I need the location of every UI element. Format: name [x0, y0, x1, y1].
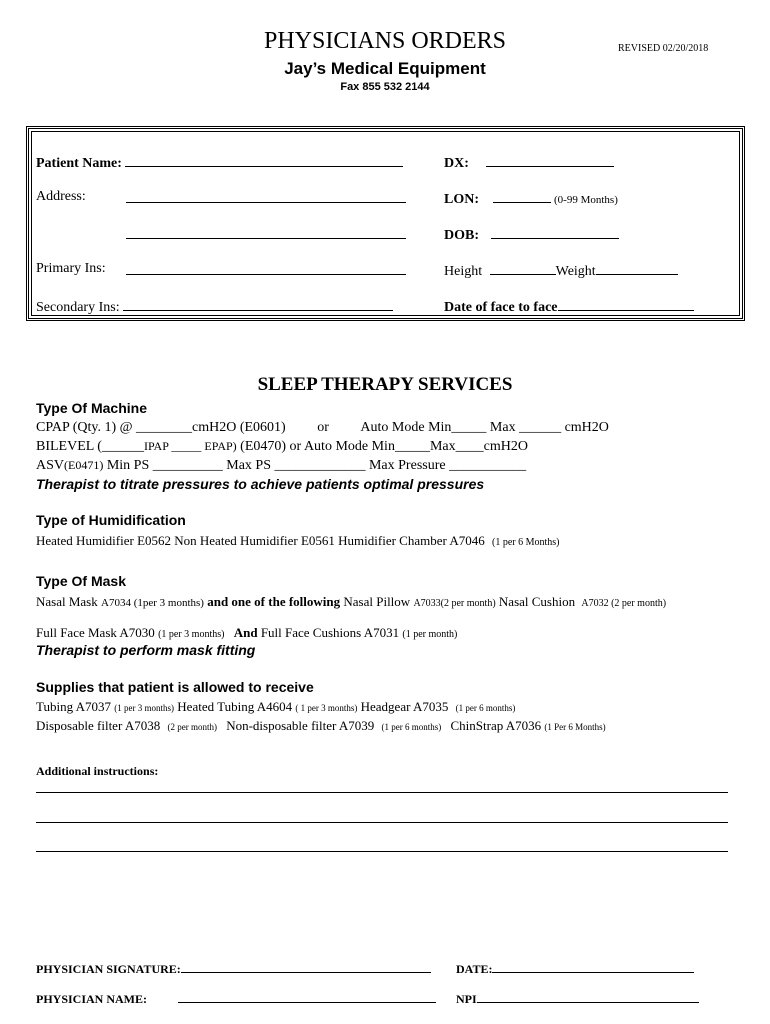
full-face-mask-note: (1 per 3 months) — [158, 629, 225, 640]
disposable-filter-label: Disposable filter A7038 — [36, 718, 161, 733]
height-line[interactable] — [490, 261, 556, 275]
revised-date: REVISED 02/20/2018 — [618, 43, 709, 54]
bilevel-row[interactable] — [36, 439, 528, 455]
supplies-row-2[interactable] — [36, 718, 606, 734]
headgear-note: (1 per 6 months) — [455, 703, 516, 713]
nasal-pillow-label: Nasal Pillow — [343, 594, 411, 609]
dob-field[interactable] — [444, 225, 619, 244]
npi-field[interactable] — [456, 991, 699, 1007]
asv-row[interactable] — [36, 458, 526, 474]
bilevel-auto: (E0470) or Auto Mode Min_____Max____cmH2O — [240, 439, 528, 454]
secondary-ins-line[interactable] — [123, 297, 393, 311]
patient-name-line[interactable] — [125, 153, 403, 167]
nasal-cushion-label: Nasal Cushion — [498, 594, 576, 609]
full-face-cushions-label: Full Face Cushions A7031 — [260, 625, 400, 640]
dx-label: DX: — [444, 156, 469, 171]
humidifier-chamber-note: (1 per 6 Months) — [492, 537, 560, 548]
physician-name-label: PHYSICIAN NAME: — [36, 992, 147, 1006]
mask-heading: Type Of Mask — [36, 573, 126, 589]
additional-instructions-line[interactable] — [36, 851, 728, 852]
nasal-pillow-code: A7033(2 per month) — [413, 598, 496, 609]
face-to-face-label: Date of face to face — [444, 300, 558, 315]
cpap-label: CPAP (Qty. 1) @ ________cmH2O (E0601) — [36, 420, 286, 435]
bilevel-label: BILEVEL (______ — [36, 439, 144, 454]
fax-number: Fax 855 532 2144 — [340, 81, 430, 93]
form-title: PHYSICIANS ORDERS — [263, 28, 507, 54]
humidification-row[interactable] — [36, 533, 560, 549]
titrate-row[interactable] — [36, 476, 484, 494]
full-face-mask-label: Full Face Mask A7030 — [36, 625, 155, 640]
dob-line[interactable] — [491, 225, 619, 239]
additional-instructions-line[interactable] — [36, 822, 728, 823]
heated-tubing-note: ( 1 per 3 months) — [295, 703, 358, 713]
chinstrap-note: (1 Per 6 Months) — [544, 722, 606, 732]
face-to-face-field[interactable] — [444, 297, 694, 316]
nasal-cushion-code: A7032 (2 per month) — [581, 598, 667, 609]
date-label: DATE: — [456, 962, 493, 976]
lon-hint: (0-99 Months) — [554, 194, 618, 206]
fitting-row[interactable] — [36, 642, 255, 660]
headgear-label: Headgear A7035 — [360, 699, 449, 714]
height-label: Height — [444, 264, 483, 279]
nasal-mask-code: A7034 (1per 3 months) — [101, 597, 204, 609]
nasal-mask-row[interactable] — [36, 594, 666, 610]
patient-name-label: Patient Name: — [36, 156, 122, 171]
asv-pressures: Min PS __________ Max PS _____________ Max Pressure ___________ — [106, 458, 527, 473]
weight-label: Weight — [555, 264, 596, 279]
heated-humidifier: Heated Humidifier E0562 — [36, 533, 172, 548]
disposable-filter-note: (2 per month) — [167, 722, 217, 732]
titrate-note: Therapist to titrate pressures to achieve patients optimal pressures — [36, 476, 485, 492]
additional-instructions-label: Additional instructions: — [36, 764, 159, 778]
cpap-row[interactable] — [36, 420, 609, 436]
fitting-note: Therapist to perform mask fitting — [36, 642, 256, 658]
section-title: SLEEP THERAPY SERVICES — [257, 374, 513, 395]
date-field[interactable] — [456, 961, 694, 977]
physician-signature-label: PHYSICIAN SIGNATURE: — [36, 962, 181, 976]
non-disposable-filter-note: (1 per 6 months) — [381, 722, 442, 732]
dob-label: DOB: — [444, 228, 479, 243]
heated-tubing-label: Heated Tubing A4604 — [177, 699, 293, 714]
lon-field[interactable] — [444, 189, 618, 208]
asv-code: (E0471) — [64, 458, 104, 472]
non-heated-humidifier: Non Heated Humidifier E0561 — [174, 533, 335, 548]
physician-name-field[interactable] — [36, 991, 436, 1007]
patient-name-field[interactable] — [36, 153, 403, 172]
dx-field[interactable] — [444, 153, 614, 172]
date-line[interactable] — [492, 961, 694, 973]
non-disposable-filter-label: Non-disposable filter A7039 — [226, 718, 375, 733]
address-field-2[interactable] — [126, 225, 406, 244]
primary-ins-label: Primary Ins: — [36, 261, 106, 276]
chinstrap-label: ChinStrap A7036 — [450, 718, 542, 733]
tubing-note: (1 per 3 months) — [114, 703, 175, 713]
bilevel-ipap: IPAP _____ EPAP) — [143, 439, 237, 453]
physician-signature-field[interactable] — [36, 961, 431, 977]
supplies-row-1[interactable] — [36, 699, 515, 715]
cpap-auto-mode: Auto Mode Min_____ Max ______ cmH2O — [360, 420, 609, 435]
supplies-heading: Supplies that patient is allowed to receive — [36, 679, 314, 695]
npi-label: NPI — [456, 992, 477, 1006]
asv-label: ASV — [36, 458, 65, 473]
additional-instructions-line[interactable] — [36, 792, 728, 793]
physician-signature-line[interactable] — [181, 961, 431, 973]
cpap-or: or — [317, 420, 329, 435]
weight-line[interactable] — [596, 261, 678, 275]
company-name: Jay’s Medical Equipment — [284, 59, 486, 78]
face-to-face-line[interactable] — [558, 297, 694, 311]
npi-line[interactable] — [477, 991, 699, 1003]
and-label: And — [233, 625, 258, 640]
one-of-following: and one of the following — [207, 594, 341, 609]
primary-ins-field[interactable] — [126, 261, 406, 280]
full-face-row[interactable] — [36, 625, 457, 641]
nasal-mask-label: Nasal Mask — [36, 594, 98, 609]
secondary-ins-label: Secondary Ins: — [36, 300, 120, 315]
physician-name-line[interactable] — [178, 991, 436, 1003]
machine-heading: Type Of Machine — [36, 400, 147, 416]
full-face-cushions-note: (1 per month) — [402, 629, 458, 640]
dx-line[interactable] — [486, 153, 614, 167]
address-field-1[interactable] — [126, 189, 406, 208]
secondary-ins-field[interactable] — [36, 297, 393, 316]
tubing-label: Tubing A7037 — [36, 699, 112, 714]
lon-line[interactable] — [493, 189, 551, 203]
lon-label: LON: — [444, 192, 479, 207]
height-weight-field[interactable] — [444, 261, 678, 280]
humidifier-chamber: Humidifier Chamber A7046 — [338, 533, 485, 548]
address-label: Address: — [36, 189, 86, 204]
humidification-heading: Type of Humidification — [36, 512, 186, 528]
